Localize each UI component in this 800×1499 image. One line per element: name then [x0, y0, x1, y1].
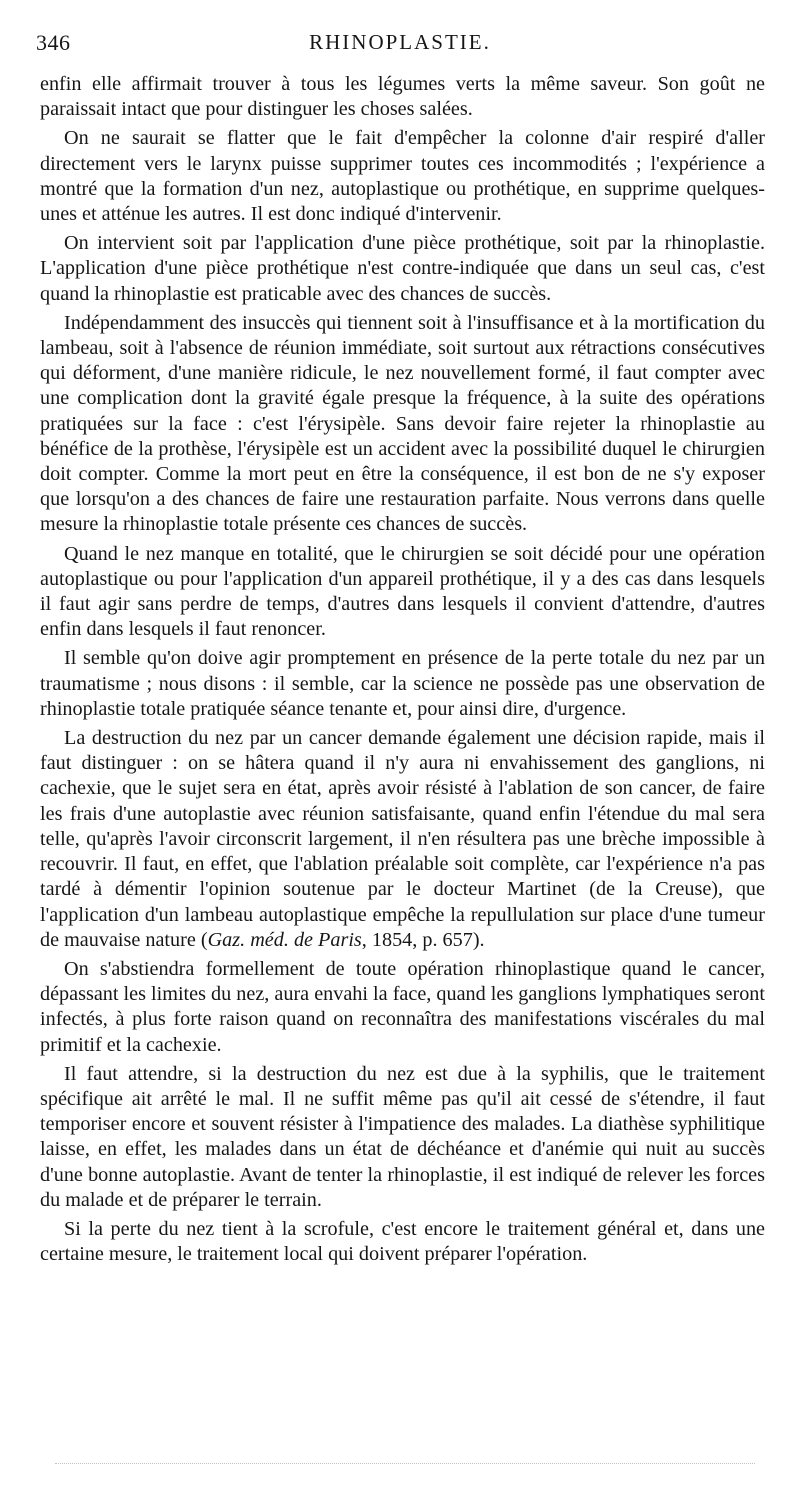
page-number: 346	[36, 30, 71, 55]
citation-details: , 1854, p. 657).	[361, 928, 485, 951]
paragraph: enfin elle affirmait trouver à tous les légumes verts la même saveur. Son goût ne paraissait intact que pour distinguer les choses salées.	[40, 73, 765, 121]
page-header	[30, 30, 770, 60]
bleed-through-line	[55, 1463, 755, 1464]
paragraph: Si la perte du nez tient à la scrofule, c'est encore le traitement général et, dans une certaine mesure, le traitement local qui doivent préparer l'opération.	[40, 1217, 765, 1266]
paragraph: On s'abstiendra formellement de toute opération rhinoplastique quand le cancer, dépassant les limites du nez, aura envahi la face, quand les ganglions lymphatiques seront infectés, à plus forte raison quand on reconnaîtra des manifestations viscérales du mal primitif et la cachexie.	[40, 957, 765, 1056]
citation-journal: Gaz. méd. de Paris	[207, 928, 362, 951]
paragraph-with-citation	[40, 726, 765, 953]
running-title: RHINOPLASTIE.	[309, 30, 491, 54]
paragraph: On ne saurait se flatter que le fait d'empêcher la colonne d'air respiré d'aller directement vers le larynx puisse supprimer toutes ces incommodités ; l'expérience a montré que la formation d'un nez, autoplastique ou prothétique, en supprime quelques-unes et atténue les autres. Il est donc indiqué d'intervenir.	[40, 127, 765, 226]
paragraph: Quand le nez manque en totalité, que le chirurgien se soit décidé pour une opération autoplastique ou pour l'application d'un appareil prothétique, il y a des cas dans lesquels il faut agir sans perdre de temps, d'autres dans lesquels il convient d'attendre, d'autres enfin dans lesquels il faut renoncer.	[40, 542, 765, 641]
paragraph: Il semble qu'on doive agir promptement en présence de la perte totale du nez par un traumatisme ; nous disons : il semble, car la science ne possède pas une observation de rhinoplastie totale pratiquée séance tenante et, pour ainsi dire, d'urgence.	[40, 647, 765, 720]
paragraph: On intervient soit par l'application d'une pièce prothétique, soit par la rhinoplastie. L'application d'une pièce prothétique n'est contre-indiquée que dans un seul cas, c'est quand la rhinoplastie est praticable avec des chances de succès.	[40, 232, 765, 305]
paragraph: Il faut attendre, si la destruction du nez est due à la syphilis, que le traitement spécifique ait arrêté le mal. Il ne suffit même pas qu'il ait cessé de s'étendre, il faut temporiser encore et souvent résister à l'impatience des malades. La diathèse syphilitique laisse, en effet, les malades dans un état de déchéance et d'anémie qui nuit au succès d'une bonne autoplastie. Avant de tenter la rhinoplastie, il est indiqué de relever les forces du malade et de préparer le terrain.	[40, 1062, 765, 1211]
paragraph: Indépendamment des insuccès qui tiennent soit à l'insuffisance et à la mortification du lambeau, soit à l'absence de réunion immédiate, soit surtout aux rétractions consécutives qui déforment, d'une manière ridicule, le nez nouvellement formé, il faut compter avec une complication dont la gravité égale presque la fréquence, à la suite des opérations pratiquées sur la face : c'est l'érysipèle. Sans devoir faire rejeter la rhinoplastie au bénéfice de la prothèse, l'érysipèle est un accident avec la possibilité duquel le chirurgien doit compter. Comme la mort peut en être la conséquence, il est bon de ne s'y exposer que lorsqu'on a des chances de faire une restauration parfaite. Nous verrons dans quelle mesure la rhinoplastie totale présente ces chances de succès.	[40, 311, 765, 536]
body-text	[40, 72, 765, 1271]
paragraph-text: La destruction du nez par un cancer demande également une décision rapide, mais il faut distinguer : on se hâtera quand il n'y aura ni envahissement des ganglions, ni cachexie, que le sujet sera en état, après avoir résisté à l'ablation de son cancer, de faire les frais d'une autoplastie avec réunion satisfaisante, quand enfin l'étendue du mal sera telle, qu'après l'avoir circonscrit largement, il n'en résultera pas une brèche impossible à recouvrir. Il faut, en effet, que l'ablation préalable soit complète, car l'expérience n'a pas tardé à démentir l'opinion soutenue par le docteur Martinet (de la Creuse), que l'application d'un lambeau autoplastique empêche la repullulation sur place d'une tumeur de mauvaise nature (	[40, 727, 765, 951]
